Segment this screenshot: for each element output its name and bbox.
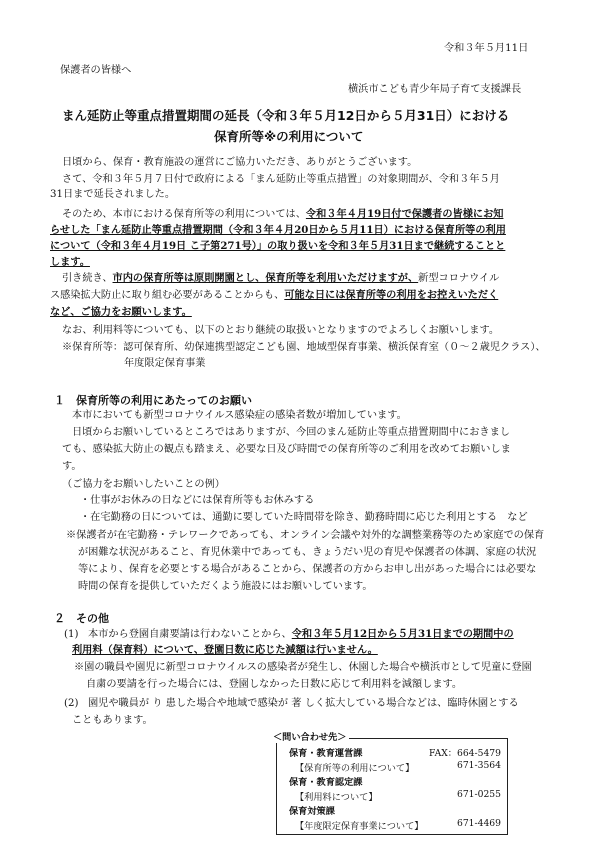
item-2-line-1: 園児や職員が り 患した場合や地域で感染が 著 しく拡大している場合などは、臨時休園とする xyxy=(88,698,519,709)
para-extension-1: さて、令和３年５月７日付で政府による「まん延防止等重点措置」の対象期間が、令和３年５月 xyxy=(62,174,500,185)
contact-row-label: 保育対策課 xyxy=(289,806,335,817)
telework-note-3: 等により、保育を必要とする場合があることから、保護者の方からお申し出があった場合には必要な xyxy=(78,564,537,575)
section-1-line-4: す。 xyxy=(62,461,82,472)
para-request-1-plain-2: 新型コロナウイル xyxy=(418,273,500,284)
item-2-line-2: こともあります。 xyxy=(72,715,153,726)
para-greeting: 日頃から、保育・教育施設の運営にご協力いただき、ありがとうございます。 xyxy=(62,157,418,168)
item-2-number: (2) xyxy=(64,698,79,709)
contact-row-label: 保育・教育運営課 xyxy=(289,748,363,759)
item-1-plain: 本市から登園自粛要請は行わないことから、 xyxy=(88,629,292,640)
para-request-1 xyxy=(62,272,499,285)
item-1-number: (1) xyxy=(64,629,79,640)
para-usage-2: らせした「まん延防止等重点措置期間（令和３年４月20日から５月11日）における保育所等の利用 xyxy=(50,224,506,236)
item-1-bold: 令和３年５月12日から５月31日までの期間中の xyxy=(291,628,514,640)
para-fees: なお、利用料等についても、以下のとおり継続の取扱いとなりますのでよろしくお願いします。 xyxy=(62,325,500,336)
section-1-line-1: 本市においても新型コロナウイルス感染症の感染者数が増加しています。 xyxy=(72,410,407,421)
contact-row-value: 671-3564 xyxy=(456,759,501,771)
item-1-line-2: 利用料（保育料）について、登園日数に応じた減額は行いません。 xyxy=(72,644,378,656)
para-request-2 xyxy=(50,289,498,302)
contact-row-label: 保育・教育認定課 xyxy=(289,777,363,788)
para-request-2-bold: 可能な日には保育所等の利用をお控えいただく xyxy=(284,289,499,301)
para-extension-2: 31日まで延長されました。 xyxy=(50,189,176,200)
para-usage-1 xyxy=(62,208,503,221)
item-1-line-1 xyxy=(88,628,514,641)
para-usage-4: します。 xyxy=(50,256,90,268)
telework-note-4: 時間の保育を提供していただくよう施設にはお願いしています。 xyxy=(78,581,373,592)
para-request-3: など、ご協力をお願いします。 xyxy=(50,306,192,318)
contact-row-value: 671-0255 xyxy=(456,788,501,800)
contact-row-value: 671-4469 xyxy=(456,817,501,829)
section-1-heading: １ 保育所等の利用にあたってのお願い xyxy=(54,394,252,407)
contact-box xyxy=(273,732,508,835)
item-1-note-2: 自粛の要請を行った場合には、登園しなかった日数に応じて利用料を減額します。 xyxy=(86,679,463,690)
recipient: 保護者の皆様へ xyxy=(60,65,132,76)
para-request-1-bold: 市内の保育所等は原則開園とし、保育所等を利用いただけますが、 xyxy=(112,272,419,284)
telework-note-2: が困難な状況があること、育児休業中であっても、きょうだい児の育児や保護者の体調、家庭の状況 xyxy=(78,547,537,558)
contact-row-label: 【利用料について】 xyxy=(295,791,378,803)
example-1: ・仕事がお休みの日などには保育所等もお休みする xyxy=(80,495,315,506)
contact-row-label: 【保育所等の利用について】 xyxy=(295,762,415,774)
section-1-line-3: ても、感染拡大防止の観点も踏まえ、必要な日及び時間での保育所等のご利用を改めてお願いしま xyxy=(62,444,511,455)
section-2-heading: ２ その他 xyxy=(54,612,109,625)
date: 令和３年５月11日 xyxy=(444,43,529,54)
para-usage-1-bold: 令和３年４月19日付で保護者の皆様にお知 xyxy=(305,208,504,220)
example-2: ・在宅勤務の日については、通勤に要していた時間帯を除き、勤務時間に応じた利用とする など xyxy=(80,512,528,523)
contact-row-value: FAX：664-5479 xyxy=(429,748,501,759)
item-1-note-1: ※園の職員や園児に新型コロナウイルスの感染者が発生し、休園した場合や横浜市として児童に登園 xyxy=(74,662,532,673)
examples-heading: （ご協力をお願いしたいことの例） xyxy=(62,479,225,490)
facility-note-1: ※保育所等：認可保育所、幼保連携型認定こども園、地域型保育事業、横浜保育室（０～２歳児クラス）、 xyxy=(62,342,546,353)
para-usage-3: について（令和３年４月19日 こ子第271号）」の取り扱いを令和３年５月31日まで継続することと xyxy=(50,240,506,252)
title-line-1: まん延防止等重点措置期間の延長（令和３年５月12日から５月31日）における xyxy=(62,108,510,123)
contact-heading: ＜問い合わせ先＞ xyxy=(271,729,349,743)
telework-note-1: ※保護者が在宅勤務・テレワークであっても、オンライン会議や対外的な調整業務等のため家庭での保育 xyxy=(66,530,545,541)
section-1-line-2: 日頃からお願いしているところではありますが、今回のまん延防止等重点措置期間中におきまし xyxy=(72,427,510,438)
contact-row-label: 【年度限定保育事業について】 xyxy=(295,820,424,832)
sender: 横浜市こども青少年局子育て支援課長 xyxy=(348,84,522,95)
para-request-2-plain: ス感染拡大防止に取り組む必要があることからも、 xyxy=(50,290,285,301)
facility-note-2: 年度限定保育事業 xyxy=(124,358,206,369)
para-usage-1-plain: そのため、本市における保育所等の利用については、 xyxy=(62,209,306,220)
para-request-1-plain: 引き続き、 xyxy=(62,273,113,284)
title-line-2: 保育所等※の利用について xyxy=(214,129,364,144)
